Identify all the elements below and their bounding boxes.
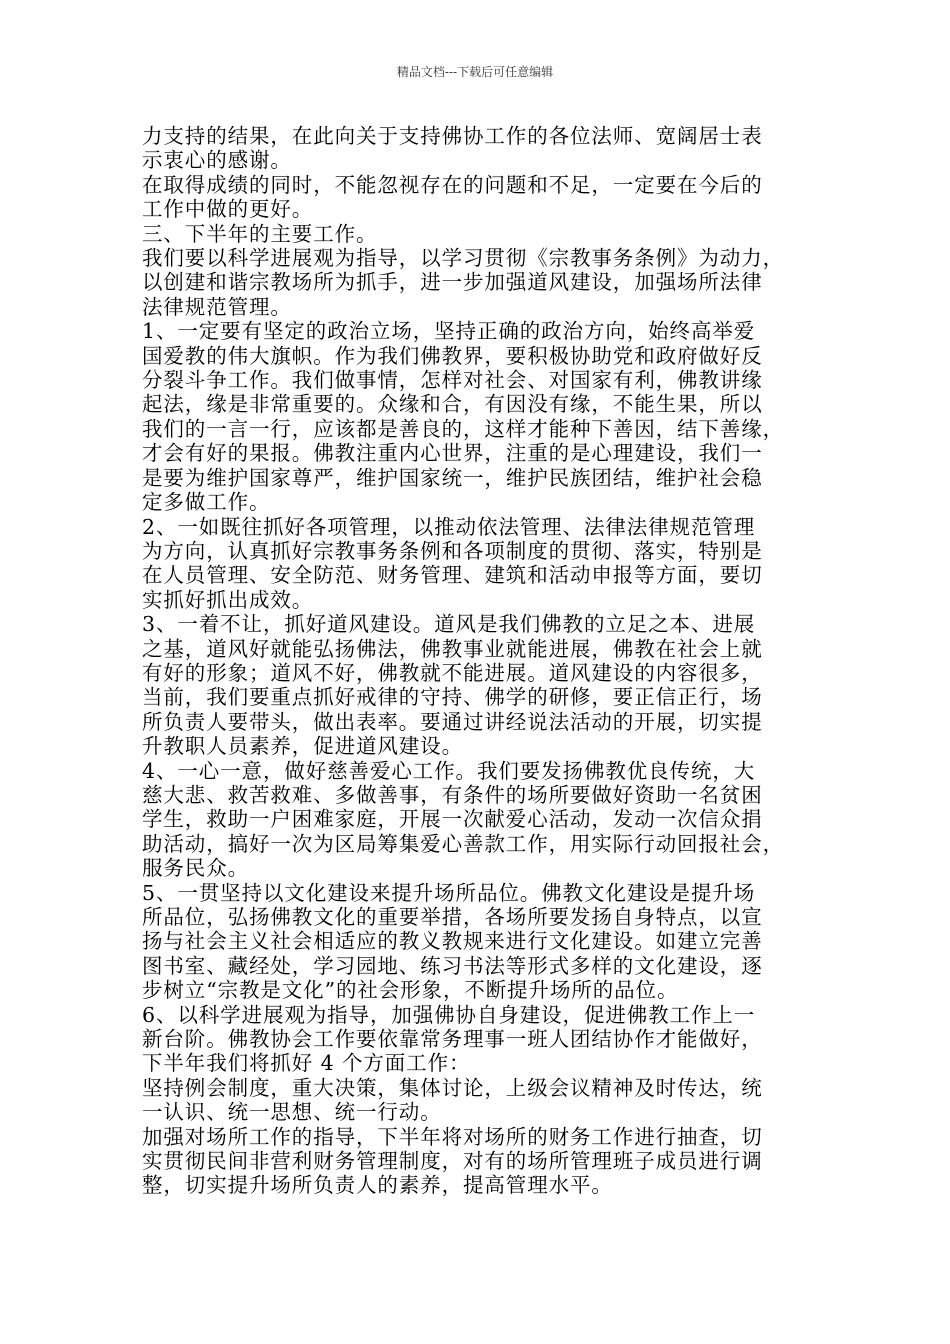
text-line: 之基，道风好就能弘扬佛法，佛教事业就能进展，佛教在社会上就 [142, 636, 763, 661]
text-line: 4、一心一意，做好慈善爱心工作。我们要发扬佛教优良传统，大 [142, 758, 756, 783]
text-line: 学生，救助一户困难家庭，开展一次献爱心活动，发动一次信众捐 [142, 807, 763, 832]
paragraph [142, 173, 812, 222]
text-line: 当前，我们要重点抓好戒律的守持、佛学的研修，要正信正行，场 [142, 685, 763, 710]
paragraph [142, 1076, 812, 1125]
text-line: 实抓好抓出成效。 [142, 587, 314, 612]
paragraph [142, 881, 812, 1003]
text-line: 国爱教的伟大旗帜。作为我们佛教界，要积极协助党和政府做好反 [142, 343, 763, 368]
text-line: 坚持例会制度，重大决策，集体讨论，上级会议精神及时传达，统 [142, 1075, 763, 1100]
document-body [142, 124, 812, 1198]
paragraph [142, 319, 812, 514]
paragraph [142, 222, 812, 246]
text-line: 我们的一言一行，应该都是善良的，这样才能种下善因，结下善缘， [142, 416, 784, 441]
text-line: 分裂斗争工作。我们做事情，怎样对社会、对国家有利，佛教讲缘 [142, 368, 763, 393]
paragraph [142, 124, 812, 173]
text-line: 所品位，弘扬佛教文化的重要举措，各场所要发扬自身特点，以宣 [142, 905, 763, 929]
paragraph [142, 246, 812, 319]
text-line: 是要为维护国家尊严，维护国家统一，维护民族团结，维护社会稳 [142, 465, 763, 490]
text-line: 下半年我们将抓好 4 个方面工作： [142, 1051, 471, 1076]
text-line: 图书室、藏经处，学习园地、练习书法等形式多样的文化建设，逐 [142, 953, 763, 978]
text-line: 扬与社会主义社会相适应的教义教规来进行文化建设。如建立完善 [142, 929, 763, 954]
text-line: 6、以科学进展观为指导，加强佛协自身建设，促进佛教工作上一 [142, 1002, 756, 1027]
text-line: 在人员管理、安全防范、财务管理、建筑和活动申报等方面，要切 [142, 563, 763, 588]
text-line: 整，切实提升场所负责人的素养，提高管理水平。 [142, 1173, 613, 1198]
paragraph [142, 515, 812, 613]
text-line: 在取得成绩的同时，不能忽视存在的问题和不足，一定要在今后的 [142, 172, 763, 197]
page-header: 精品文档---下载后可任意编辑 [396, 65, 554, 79]
text-line: 1、一定要有坚定的政治立场，坚持正确的政治方向，始终高举爱 [142, 319, 756, 344]
text-line: 法律规范管理。 [142, 294, 292, 319]
text-line: 慈大悲、救苦救难、多做善事，有条件的场所要做好资助一名贫困 [142, 782, 763, 807]
text-line: 所负责人要带头，做出表率。要通过讲经说法活动的开展，切实提 [142, 709, 763, 734]
text-line: 以创建和谐宗教场所为抓手，进一步加强道风建设，加强场所法律 [142, 270, 763, 295]
text-line: 一认识、统一思想、统一行动。 [142, 1100, 442, 1125]
text-line: 3、一着不让，抓好道风建设。道风是我们佛教的立足之本、进展 [142, 612, 756, 637]
text-line: 5、一贯坚持以文化建设来提升场所品位。佛教文化建设是提升场 [142, 880, 756, 905]
text-line: 为方向，认真抓好宗教事务条例和各项制度的贯彻、落实，特别是 [142, 538, 763, 563]
text-line: 新台阶。佛教协会工作要依靠常务理事一班人团结协作才能做好， [142, 1027, 763, 1052]
text-line: 服务民众。 [142, 856, 249, 881]
text-line: 升教职人员素养，促进道风建设。 [142, 734, 463, 759]
paragraph [142, 1125, 812, 1198]
paragraph [142, 1003, 812, 1076]
text-line: 实贯彻民间非营利财务管理制度，对有的场所管理班子成员进行调 [142, 1149, 763, 1174]
text-line: 助活动，搞好一次为区局筹集爱心善款工作，用实际行动回报社会， [142, 831, 784, 856]
text-line: 才会有好的果报。佛教注重内心世界，注重的是心理建设，我们一 [142, 441, 763, 466]
text-line: 起法，缘是非常重要的。众缘和合，有因没有缘，不能生果，所以 [142, 392, 763, 417]
paragraph [142, 612, 812, 758]
text-line: 力支持的结果，在此向关于支持佛协工作的各位法师、宽阔居士表 [142, 124, 763, 148]
text-line: 步树立“宗教是文化”的社会形象，不断提升场所的品位。 [142, 978, 679, 1003]
paragraph [142, 759, 812, 881]
text-line: 示衷心的感谢。 [142, 148, 292, 173]
text-line: 定多做工作。 [142, 490, 271, 515]
text-line: 加强对场所工作的指导，下半年将对场所的财务工作进行抽查，切 [142, 1124, 763, 1149]
text-line: 工作中做的更好。 [142, 197, 314, 222]
text-line: 有好的形象；道风不好，佛教就不能进展。道风建设的内容很多， [142, 660, 763, 685]
text-line: 三、下半年的主要工作。 [142, 221, 378, 246]
text-line: 2、一如既往抓好各项管理，以推动依法管理、法律法律规范管理 [142, 514, 756, 539]
text-line: 我们要以科学进展观为指导，以学习贯彻《宗教事务条例》为动力， [142, 246, 784, 271]
